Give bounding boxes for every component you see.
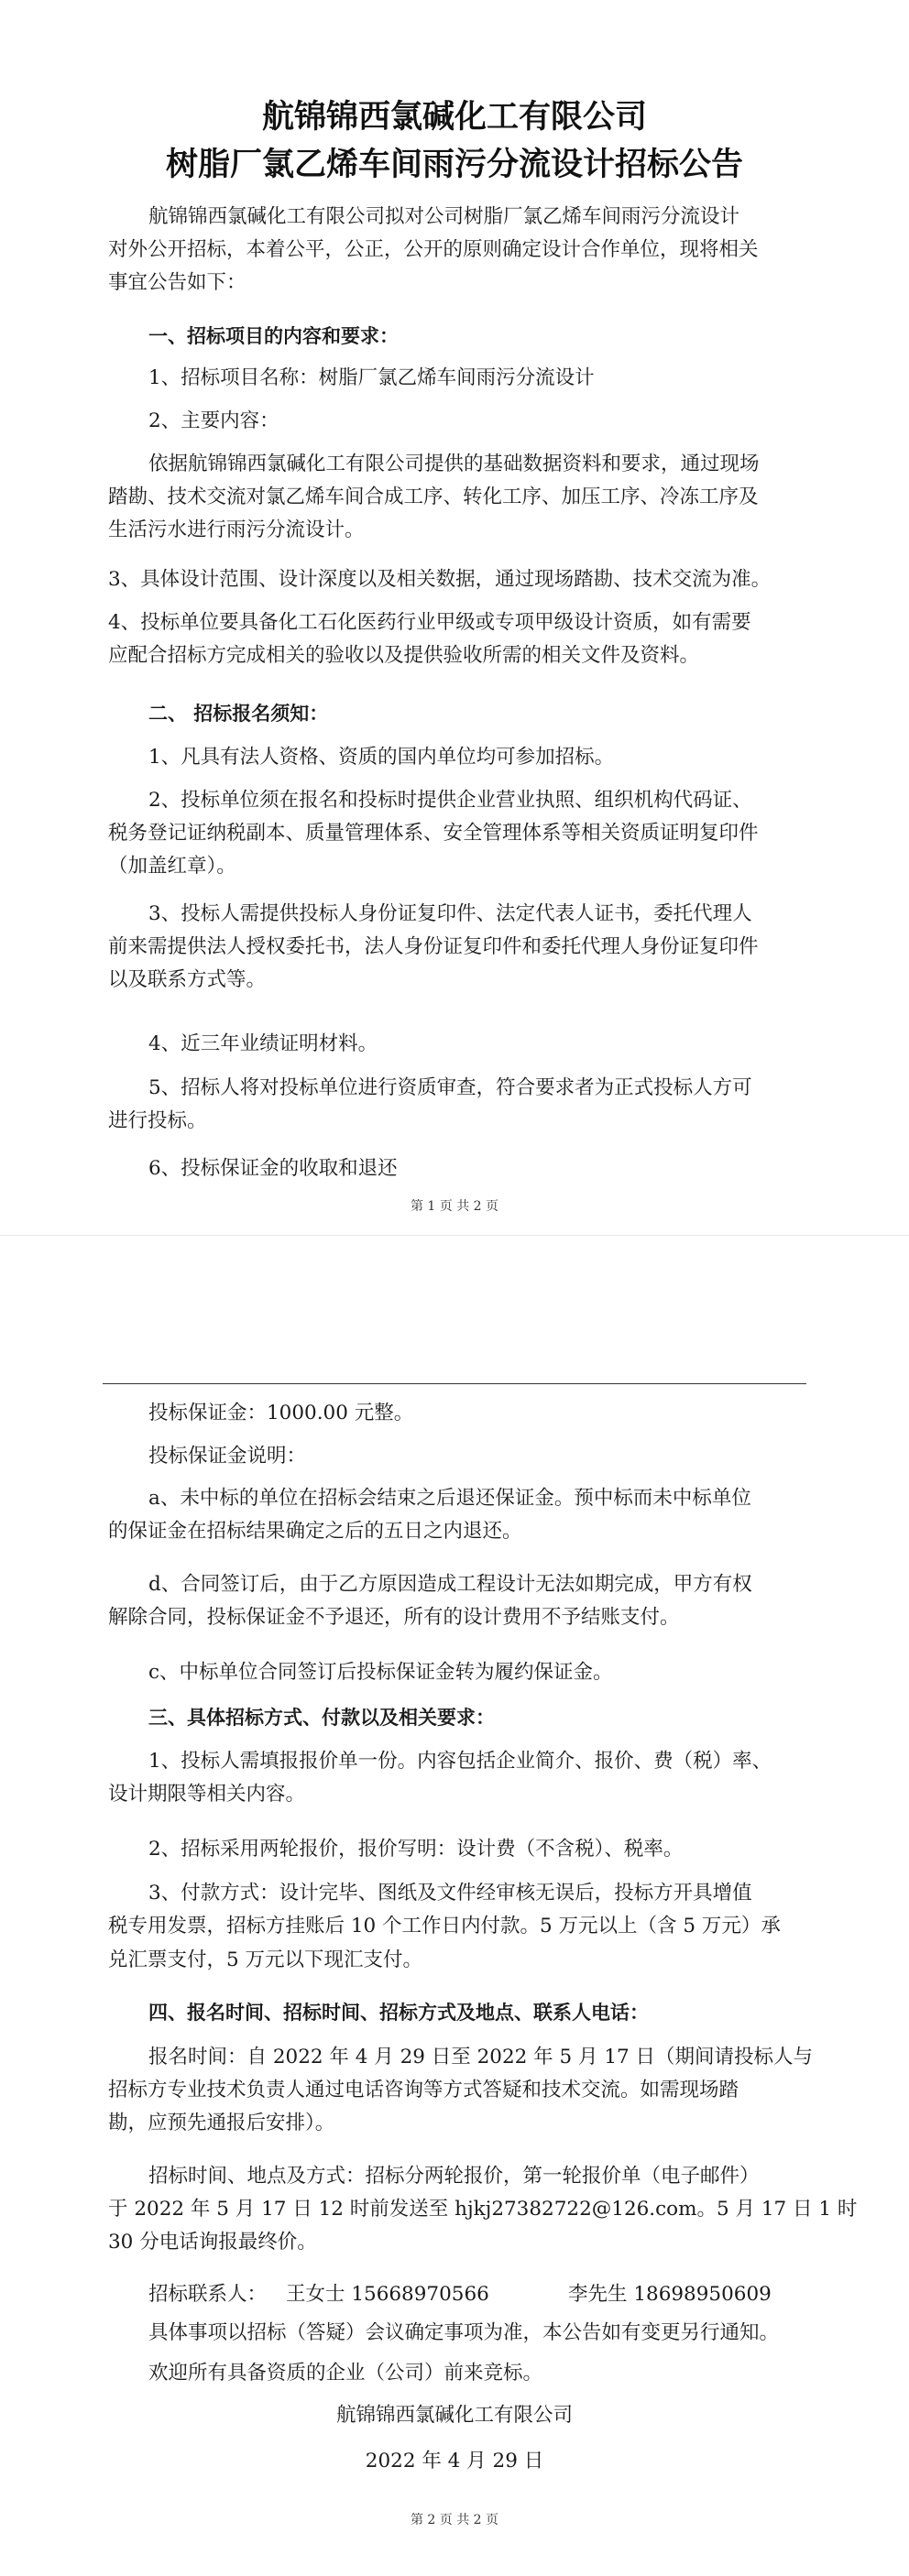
doc-title-line2: 树脂厂氯乙烯车间雨污分流设计招标公告 bbox=[165, 147, 743, 183]
note-d: 解除合同，投标保证金不予退还，所有的设计费用不予结账支付。 bbox=[108, 1606, 680, 1629]
welcome-text: 欢迎所有具备资质的企业（公司）前来竞标。 bbox=[148, 2362, 543, 2385]
deposit-amount: 投标保证金：1000.00 元整。 bbox=[148, 1402, 414, 1424]
section-heading-1: 一、招标项目的内容和要求： bbox=[148, 325, 399, 347]
item-1-3: 3、具体设计范围、设计深度以及相关数据，通过现场踏勘、技术交流为准。 bbox=[108, 568, 772, 591]
contact-2: 李先生 18698950609 bbox=[568, 2283, 772, 2306]
final-note: 具体事项以招标（答疑）会议确定事项为准，本公告如有变更另行通知。 bbox=[148, 2321, 780, 2344]
content-line: 踏勘、技术交流对氯乙烯车间合成工序、转化工序、加压工序、冷冻工序及 bbox=[108, 486, 759, 508]
item-3-3: 兑汇票支付，5 万元以下现汇支付。 bbox=[108, 1948, 423, 1971]
note-a: a、未中标的单位在招标会结束之后退还保证金。预中标而未中标单位 bbox=[148, 1487, 751, 1510]
page-footer-2: 第 2 页 共 2 页 bbox=[410, 2513, 499, 2527]
item-1-4: 应配合招标方完成相关的验收以及提供验收所需的相关文件及资料。 bbox=[108, 644, 700, 667]
section-heading-4: 四、报名时间、招标时间、招标方式及地点、联系人电话： bbox=[148, 2002, 649, 2024]
item-2-1: 1、凡具有法人资格、资质的国内单位均可参加招标。 bbox=[148, 746, 615, 769]
item-2-5: 进行投标。 bbox=[108, 1109, 207, 1132]
intro-line: 对外公开招标，本着公平，公正，公开的原则确定设计合作单位，现将相关 bbox=[108, 238, 759, 261]
note-c: c、中标单位合同签订后投标保证金转为履约保证金。 bbox=[148, 1661, 613, 1684]
document-page-1 bbox=[0, 0, 909, 1235]
item-3-3: 税专用发票，招标方挂账后 10 个工作日内付款。5 万元以上（含 5 万元）承 bbox=[108, 1915, 781, 1937]
intro-line: 事宜公告如下： bbox=[108, 271, 246, 294]
content-line: 依据航锦锦西氯碱化工有限公司提供的基础数据资料和要求，通过现场 bbox=[148, 453, 760, 475]
item-2-4: 4、近三年业绩证明材料。 bbox=[148, 1032, 378, 1055]
item-1-4: 4、投标单位要具备化工石化医药行业甲级或专项甲级设计资质，如有需要 bbox=[108, 611, 751, 634]
registration-time: 勘，应预先通报后安排）。 bbox=[108, 2112, 335, 2134]
item-3-2: 2、招标采用两轮报价，报价写明：设计费（不含税）、税率。 bbox=[148, 1838, 684, 1861]
signature-date: 2022 年 4 月 29 日 bbox=[365, 2450, 544, 2472]
item-2-3: 以及联系方式等。 bbox=[108, 968, 267, 991]
section-heading-3: 三、具体招标方式、付款以及相关要求： bbox=[148, 1707, 495, 1729]
item-2-3: 3、投标人需提供投标人身份证复印件、法定代表人证书，委托代理人 bbox=[148, 902, 752, 925]
doc-title-line1: 航锦锦西氯碱化工有限公司 bbox=[261, 99, 647, 136]
page-footer-1: 第 1 页 共 2 页 bbox=[410, 1199, 499, 1214]
signature-company: 航锦锦西氯碱化工有限公司 bbox=[335, 2404, 573, 2427]
item-1-2: 2、主要内容： bbox=[148, 409, 279, 432]
item-2-2: （加盖红章）。 bbox=[108, 855, 236, 878]
contact-label: 招标联系人： bbox=[148, 2283, 268, 2306]
bid-time: 30 分电话询报最终价。 bbox=[108, 2231, 317, 2254]
item-2-3: 前来需提供法人授权委托书，法人身份证复印件和委托代理人身份证复印件 bbox=[108, 935, 759, 958]
registration-time: 招标方专业技术负责人通过电话咨询等方式答疑和技术交流。如需现场踏 bbox=[108, 2079, 739, 2101]
header-rule bbox=[103, 1383, 806, 1384]
bid-time: 招标时间、地点及方式：招标分两轮报价，第一轮报价单（电子邮件） bbox=[148, 2165, 760, 2188]
page-separator bbox=[0, 1235, 909, 1293]
item-2-2: 2、投标单位须在报名和投标时提供企业营业执照、组织机构代码证、 bbox=[148, 789, 752, 812]
bid-time: 于 2022 年 5 月 17 日 12 时前发送至 hjkj27382722@126.com。5 月 17 日 1 时 bbox=[108, 2198, 858, 2221]
item-3-1: 1、投标人需填报报价单一份。内容包括企业简介、报价、费（税）率、 bbox=[148, 1750, 772, 1773]
item-2-6: 6、投标保证金的收取和退还 bbox=[148, 1157, 398, 1180]
item-3-1: 设计期限等相关内容。 bbox=[108, 1783, 306, 1806]
item-2-5: 5、招标人将对投标单位进行资质审查，符合要求者为正式投标人方可 bbox=[148, 1076, 752, 1099]
section-heading-2: 二、 招标报名须知： bbox=[148, 703, 329, 725]
item-3-3: 3、付款方式：设计完毕、图纸及文件经审核无误后，投标方开具增值 bbox=[148, 1882, 752, 1905]
item-1-1: 1、招标项目名称：树脂厂氯乙烯车间雨污分流设计 bbox=[148, 366, 595, 389]
intro-line: 航锦锦西氯碱化工有限公司拟对公司树脂厂氯乙烯车间雨污分流设计 bbox=[148, 205, 740, 228]
item-2-2: 税务登记证纳税副本、质量管理体系、安全管理体系等相关资质证明复印件 bbox=[108, 822, 759, 845]
note-d: d、合同签订后，由于乙方原因造成工程设计无法如期完成，甲方有权 bbox=[148, 1573, 752, 1596]
contact-1: 王女士 15668970566 bbox=[286, 2283, 489, 2306]
note-a: 的保证金在招标结果确定之后的五日之内退还。 bbox=[108, 1520, 522, 1543]
document-page-2 bbox=[0, 1292, 909, 2576]
registration-time: 报名时间：自 2022 年 4 月 29 日至 2022 年 5 月 17 日（期间请投标人与 bbox=[148, 2046, 814, 2068]
deposit-note-label: 投标保证金说明： bbox=[148, 1445, 307, 1468]
content-line: 生活污水进行雨污分流设计。 bbox=[108, 518, 365, 541]
